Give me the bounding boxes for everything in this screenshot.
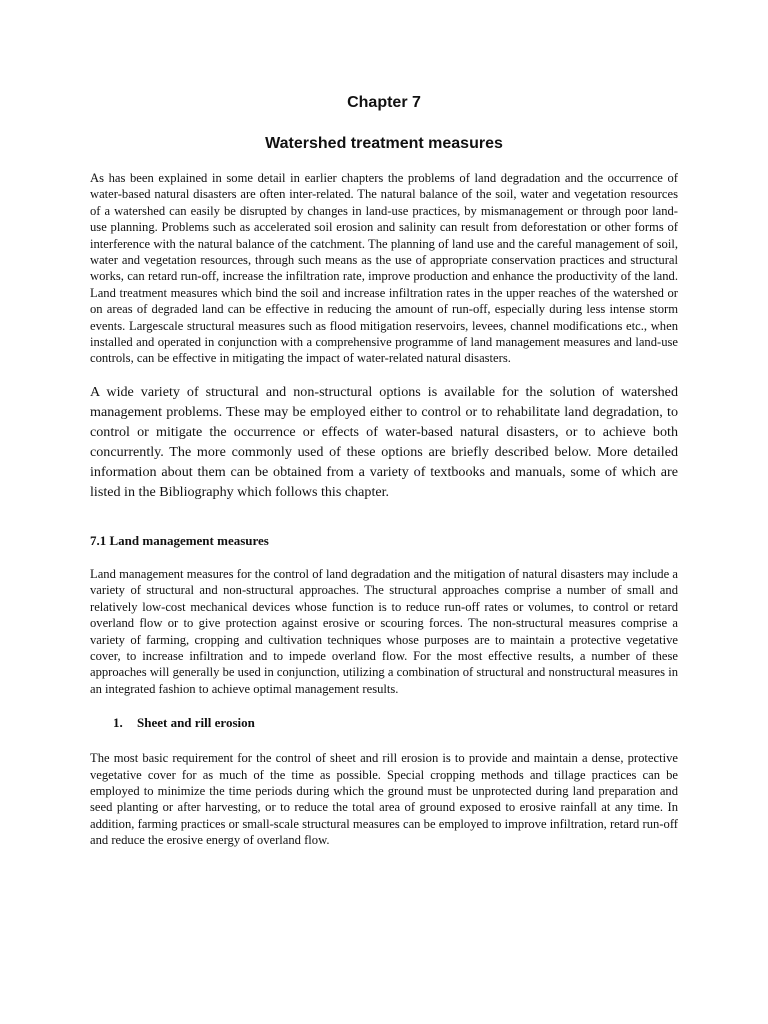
chapter-title: Watershed treatment measures [265, 135, 503, 152]
list-number: 1. [113, 715, 123, 731]
land-management-heading: 7.1 Land management measures [90, 532, 269, 548]
document-page [90, 90, 678, 849]
sheet-rill-paragraph: The most basic requirement for the control of sheet and rill erosion is to provide and maintain a dense, protective vegetative cover for as much of the time as possible. Special cropping methods and tillage practices can be employed to minimize the time periods during which the ground must be unprotected during land preparation and seed planting or after harvesting, or to reduce the total area of ground exposed to erosive rainfall at any time. In addition, farming practices or small-scale structural measures can be employed to improve infiltration, retard run-off and reduce the erosive energy of overland flow. [90, 751, 678, 848]
chapter-number: Chapter 7 [347, 94, 421, 111]
intro-paragraph: As has been explained in some detail in earlier chapters the problems of land degradation and the occurrence of water-based natural disasters are often inter-related. The natural balance of the soil, water and vegetation resources of a watershed can easily be disrupted by changes in land-use practices, by mismanagement or through poor land-use planning. Problems such as accelerated soil erosion and salinity can result from deforestation or other forms of interference with the natural balance of the catchment. The planning of land use and the careful management of soil, water and vegetation resources, through such means as the use of appropriate conservation practices and structural works, can retard run-off, increase the infiltration rate, improve production and enhance the productivity of the land. Land treatment measures which bind the soil and increase infiltration rates in the upper reaches of the watershed or on areas of degraded land can be effective in reducing the amount of run-off, especially during less intense storm events. Largescale structural measures such as flood mitigation reservoirs, levees, channel modifications etc., when installed and operated in conjunction with a comprehensive programme of land management measures and land-use controls, can be effective in mitigating the impact of water-related natural disasters. [90, 171, 678, 366]
sheet-rill-heading-text: Sheet and rill erosion [137, 715, 255, 731]
land-management-paragraph: Land management measures for the control of land degradation and the mitigation of natural disasters may include a variety of structural and non-structural approaches. The structural approaches comprise a number of small and relatively low-cost mechanical devices whose function is to reduce run-off rates or volumes, to control or retard overland flow or to give protection against erosive or scouring forces. The non-structural measures comprise a variety of farming, cropping and cultivation techniques whose purposes are to maintain a protective vegetative cover, to increase infiltration and to impede overland flow. For the most effective results, a number of these approaches will generally be used in conjunction, utilizing a combination of structural and nonstructural measures in an integrated fashion to achieve optimal management results. [90, 566, 678, 696]
options-paragraph: A wide variety of structural and non-structural options is available for the solution of watershed management problems. These may be employed either to control or to rehabilitate land degradation, to control or mitigate the occurrence or effects of water-based natural disasters, or to achieve both concurrently. The more commonly used of these options are briefly described below. More detailed information about them can be obtained from a variety of textbooks and manuals, some of which are listed in the Bibliography which follows this chapter. [90, 383, 678, 500]
sheet-rill-heading [90, 714, 678, 732]
